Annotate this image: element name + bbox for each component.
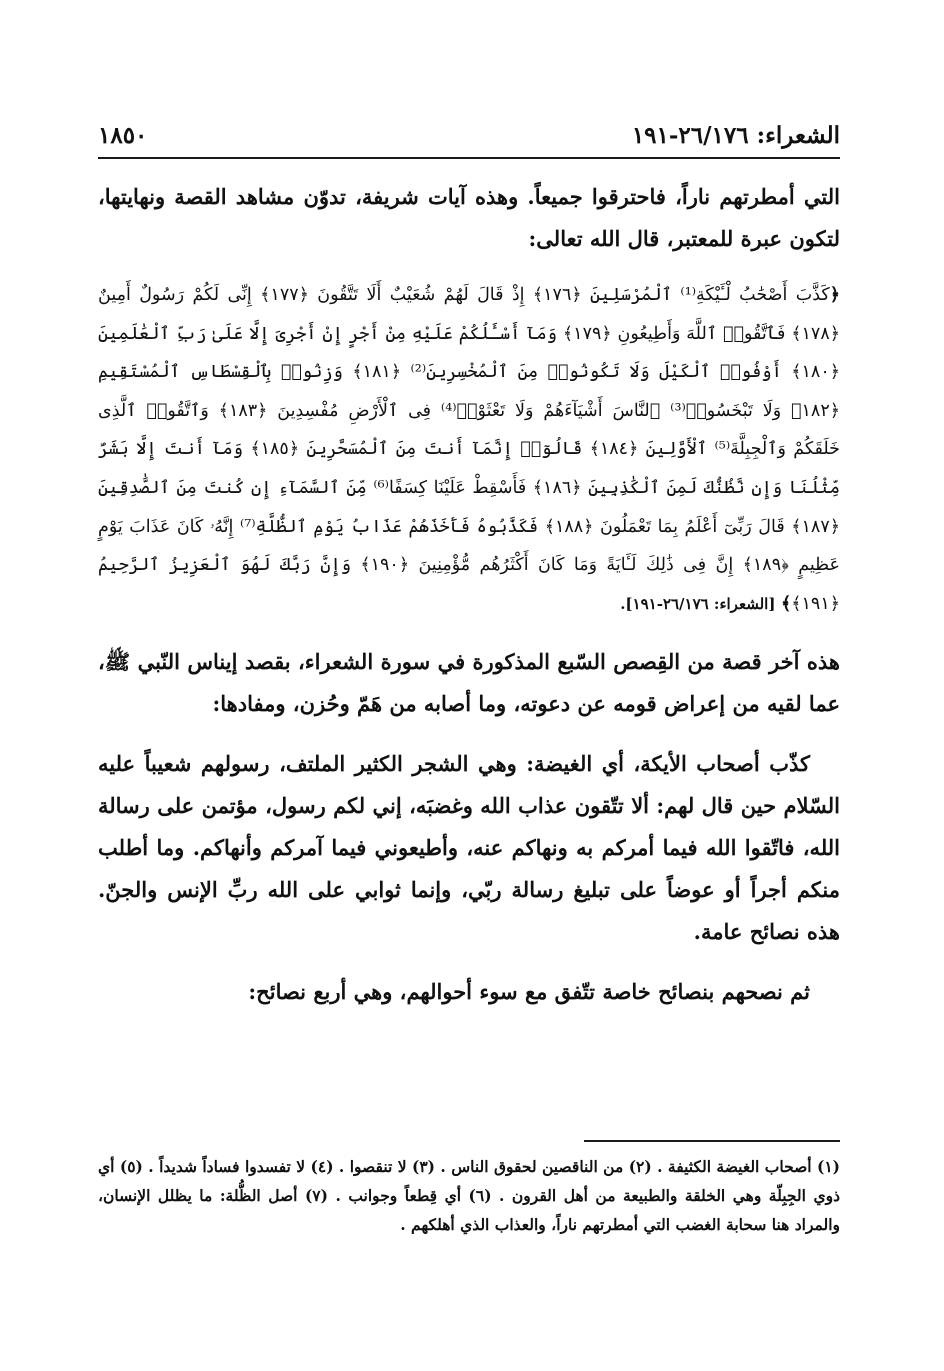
quran-passage [98,276,840,623]
footnote-divider [584,1140,840,1142]
commentary-paragraph-1: هذه آخر قصة من القِصص السّبع المذكورة في سورة الشعراء، بقصد إيناس النّبي ﷺ، عما لقيه من إعراض قومه عن دعوته، وما أصابه من هَمّ وحُزن، ومفادها: [98,649,840,717]
header-divider [98,157,840,159]
running-header [98,118,840,158]
footnotes: (١) أصحاب الغيضة الكثيفة . (٢) من الناقصين لحقوق الناس . (٣) لا تنقصوا . (٤) لا تفسدوا فساداً شديداً . (٥) أي ذوي الجِبِلّة وهي الخلقة والطبيعة من أهل القرون . (٦) أي قِطعاً وجوانب . (٧) أصل الظُّلة: ما يظلل الإنسان، والمراد هنا سحابة الغضب التي أمطرتهم ناراً، والعذاب الذي أهلكهم . [98,1157,840,1234]
commentary-paragraph-2: كذّب أصحاب الأيكة، أي الغيضة: وهي الشجر الكثير الملتف، رسولهم شعيباً عليه السّلام حين قال لهم: ألا تتّقون عذاب الله وغضبَه، إني لكم رسول، مؤتمن على رسالة الله، فاتّقوا الله فيما أمركم به ونهاكم عنه، وأطيعوني فيما آمركم وأنهاكم. وما أطلب منكم أجراً أو عوضاً على تبليغ رسالة ربّي، وإنما ثوابي على الله ربِّ الإنس والجنّ. هذه نصائح عامة. [98,751,840,945]
quran-verses: كَذَّبَ أَصْحَٰبُ لْـَٔيْكَةِ⁽¹⁾ ٱلْمُرْسَلِينَ ﴿١٧٦﴾ إِذْ قَالَ لَهُمْ شُعَيْبٌ أَلَا تَتَّقُونَ ﴿١٧٧﴾ إِنِّى لَكُمْ رَسُولٌ أَمِينٌ ﴿١٧٨﴾ فَٱتَّقُوا۟ ٱللَّهَ وَأَطِيعُونِ ﴿١٧٩﴾ وَمَآ أَسْـَٔلُكُمْ عَلَيْهِ مِنْ أَجْرٍ إِنْ أَجْرِىَ إِلَّا عَلَىٰ رَبِّ ٱلْعَٰلَمِينَ ﴿١٨٠﴾ أَوْفُوا۟ ٱلْكَيْلَ وَلَا تَكُونُوا۟ مِنَ ٱلْمُخْسِرِينَ⁽²⁾ ﴿١٨١﴾ وَزِنُوا۟ بِٱلْقِسْطَاسِ ٱلْمُسْتَقِيمِ ﴿١٨٢﴾ وَلَا تَبْخَسُوا۟⁽³⁾ ٱلنَّاسَ أَشْيَآءَهُمْ وَلَا تَعْثَوْا۟⁽⁴⁾ فِى ٱلْأَرْضِ مُفْسِدِينَ ﴿١٨٣﴾ وَٱتَّقُوا۟ ٱلَّذِى خَلَقَكُمْ وَٱلْجِبِلَّةَ⁽⁵⁾ ٱلْأَوَّلِينَ ﴿١٨٤﴾ قَالُوٓا۟ إِنَّمَآ أَنتَ مِنَ ٱلْمُسَحَّرِينَ ﴿١٨٥﴾ وَمَآ أَنتَ إِلَّا بَشَرٌ مِّثْلُنَا وَإِن نَّظُنُّكَ لَمِنَ ٱلْكَٰذِبِينَ ﴿١٨٦﴾ فَأَسْقِطْ عَلَيْنَا كِسَفًا⁽⁶⁾ مِّنَ ٱلسَّمَآءِ إِن كُنتَ مِنَ ٱلصَّٰدِقِينَ ﴿١٨٧﴾ قَالَ رَبِّىٓ أَعْلَمُ بِمَا تَعْمَلُونَ ﴿١٨٨﴾ فَكَذَّبُوهُ فَأَخَذَهُمْ عَذَابُ يَوْمِ ٱلظُّلَّةِ⁽⁷⁾ إِنَّهُۥ كَانَ عَذَابَ يَوْمٍ عَظِيمٍ ﴿١٨٩﴾ إِنَّ فِى ذَٰلِكَ لَـَٔايَةً وَمَا كَانَ أَكْثَرُهُم مُّؤْمِنِينَ ﴿١٩٠﴾ وَإِنَّ رَبَّكَ لَهُوَ ٱلْعَزِيزُ ٱلرَّحِيمُ ﴿١٩١﴾ [98,285,841,614]
surah-reference: الشعراء: ٢٦/١٧٦-١٩١ [631,122,840,149]
intro-paragraph: التي أمطرتهم ناراً، فاحترقوا جميعاً. وهذه آيات شريفة، تدوّن مشاهد القصة ونهايتها، لتكون عبرة للمعتبر، قال الله تعالى: [98,184,840,251]
main-text [98,176,840,1013]
quran-close-bracket: ﴾ [781,593,792,614]
quran-citation: [الشعراء: ٢٦/١٧٦-١٩١]. [620,594,776,613]
page-number: ١٨٥٠ [98,122,148,149]
commentary-paragraph-3: ثم نصحهم بنصائح خاصة تتّفق مع سوء أحوالهم، وهي أربع نصائح: [248,979,810,1005]
quran-open-bracket: ﴿ [829,285,840,305]
